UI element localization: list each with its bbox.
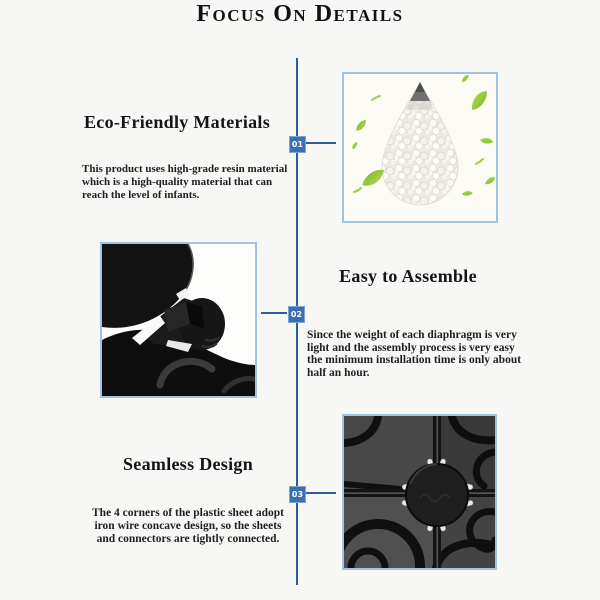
body-line: The 4 corners of the plastic sheet adopt (92, 507, 284, 519)
image-box-seamless (342, 414, 497, 570)
connector-line-02 (261, 312, 287, 314)
leaf-icon (467, 89, 492, 111)
image-box-eco (342, 72, 498, 223)
body-line: light and the assembly process is very easy (307, 341, 515, 354)
corner-joint-image (344, 416, 495, 568)
connector-line-03 (305, 492, 336, 494)
resin-pellets-drop-image (344, 74, 496, 221)
section-heading-assemble: Easy to Assemble (339, 266, 477, 286)
connector-line-01 (305, 142, 336, 144)
body-line: the minimum installation time is only about (307, 354, 522, 366)
leaf-icon (484, 176, 496, 184)
body-line: iron wire concave design, so the sheets (94, 520, 282, 532)
leaf-icon (480, 135, 494, 146)
body-line: This product uses high-grade resin material (82, 163, 288, 175)
body-line: reach the level of infants. (82, 189, 200, 201)
leaf-icon (462, 190, 473, 197)
leaf-icon (350, 142, 359, 150)
body-line: which is a high-quality material that can (82, 176, 273, 188)
section-heading-eco: Eco-Friendly Materials (83, 112, 271, 132)
body-line: Since the weight of each diaphragm is very (307, 329, 517, 341)
black-connector-image (102, 244, 255, 396)
timeline-badge-01: 01 (289, 136, 306, 153)
body-line: and connectors are tightly connected. (96, 533, 280, 545)
section-body-seamless (68, 507, 308, 546)
leaf-icon (460, 74, 470, 82)
body-line: half an hour. (307, 366, 370, 379)
image-box-assemble (100, 242, 257, 398)
timeline-badge-02: 02 (288, 306, 305, 323)
connector-disc (406, 464, 468, 526)
timeline-badge-03: 03 (289, 486, 306, 503)
leaf-icon (354, 119, 369, 132)
page-title: Focus On Details (196, 1, 404, 27)
section-body-assemble (307, 329, 521, 379)
section-body-eco (82, 163, 287, 202)
section-heading-seamless: Seamless Design (123, 454, 253, 474)
